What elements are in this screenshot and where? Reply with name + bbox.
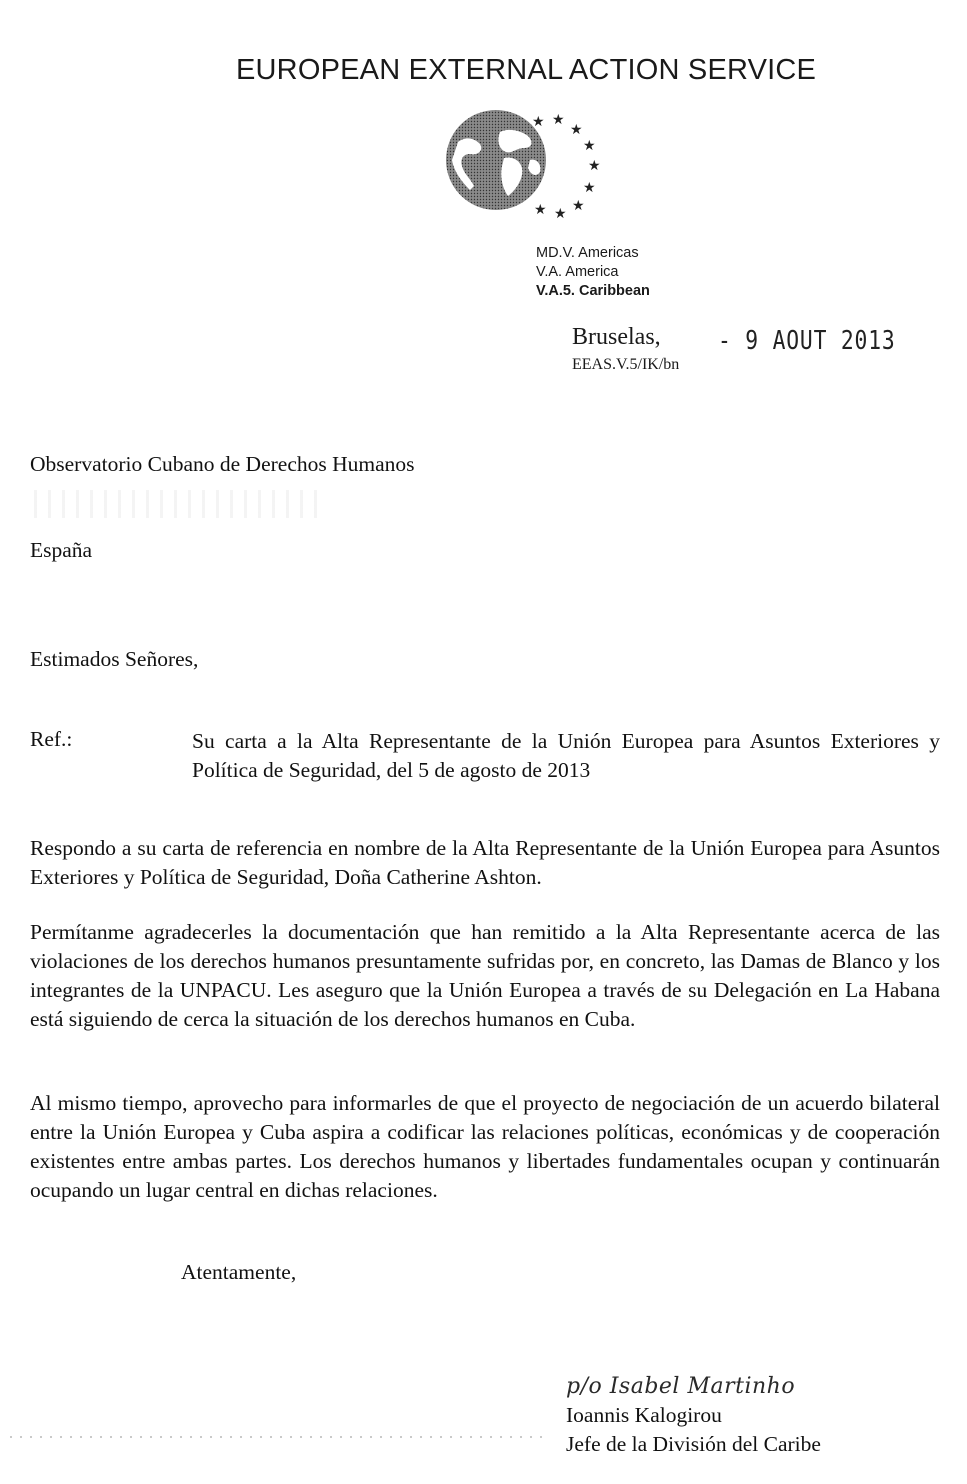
svg-text:★: ★: [532, 114, 545, 130]
svg-text:★: ★: [534, 202, 547, 218]
unit-line-1: MD.V. Americas: [536, 245, 639, 261]
svg-text:★: ★: [583, 138, 596, 154]
dateline-place: Bruselas,: [572, 324, 661, 350]
svg-text:★: ★: [583, 180, 596, 196]
ref-text: Su carta a la Alta Representante de la Unión Europea para Asuntos Exteriores y Política de Seguridad, del 5 de agosto de 2013: [192, 729, 940, 782]
signer-title: Jefe de la División del Caribe: [566, 1432, 821, 1456]
unit-line-3: V.A.5. Caribbean: [536, 283, 650, 299]
organization-title: EUROPEAN EXTERNAL ACTION SERVICE: [236, 54, 817, 86]
body-paragraph-3: Al mismo tiempo, aprovecho para informarles de que el proyecto de negociación de un acuerdo bilateral entre la Unión Europea y Cuba aspira a codificar las relaciones políticas, económicas y de cooperación existentes entre ambas partes. Los derechos humanos y libertades fundamentales ocupan y continuarán ocupando un lugar central en dichas relaciones.: [30, 1091, 940, 1202]
salutation: Estimados Señores,: [30, 647, 199, 671]
body-paragraph-2: Permítanme agradecerles la documentación que han remitido a la Alta Representante acerca de las violaciones de los derechos humanos presuntamente sufridas por, en concreto, las Damas de Blanco y los integrantes de la UNPACU. Les aseguro que la Unión Europea a través de su Delegación en La Habana está siguiendo de cerca la situación de los derechos humanos en Cuba.: [30, 920, 940, 1031]
svg-text:★: ★: [552, 112, 565, 128]
svg-text:★: ★: [554, 206, 567, 222]
unit-line-2: V.A. America: [536, 264, 619, 280]
redacted-address: [34, 490, 324, 518]
eeas-globe-stars-icon: [440, 102, 620, 232]
svg-text:★: ★: [570, 122, 583, 138]
handwritten-signature: p/o Isabel Martinho: [566, 1374, 796, 1399]
svg-text:★: ★: [572, 198, 585, 214]
recipient-name: Observatorio Cubano de Derechos Humanos: [30, 452, 415, 476]
signer-name: Ioannis Kalogirou: [566, 1403, 722, 1427]
body-paragraph-1: Respondo a su carta de referencia en nombre de la Alta Representante de la Unión Europea para Asuntos Exteriores y Política de Seguridad, Doña Catherine Ashton.: [30, 836, 940, 889]
scan-artifact-line: [10, 1436, 550, 1438]
svg-text:★: ★: [588, 158, 601, 174]
closing: Atentamente,: [181, 1260, 297, 1284]
ref-label: Ref.:: [30, 727, 73, 751]
file-reference: EEAS.V.5/IK/bn: [572, 356, 680, 373]
recipient-country: España: [30, 538, 93, 562]
date-stamp: - 9 AOUT 2013: [718, 326, 896, 356]
department-unit-block: [536, 244, 650, 301]
